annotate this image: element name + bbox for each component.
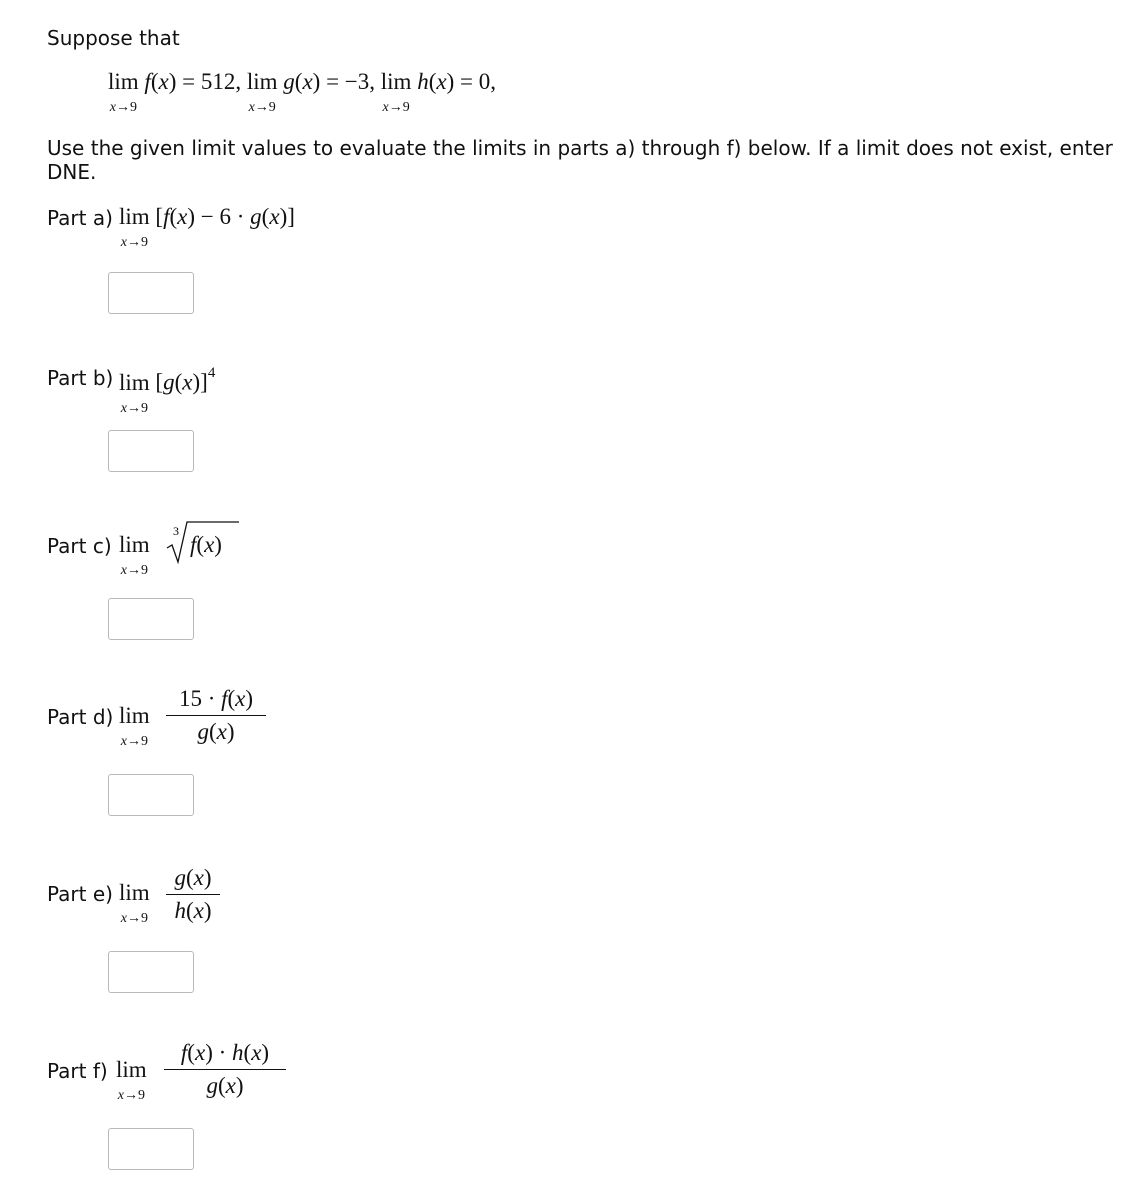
part-d-answer-input[interactable]	[108, 774, 194, 816]
part-d-denominator: g(x)	[197, 719, 235, 744]
given-limits: lim x→9 f(x) = 512, lim x→9 g(x) = −3, lim x→9 h(x) = 0,	[108, 69, 496, 115]
part-e-fraction	[166, 865, 220, 924]
part-e-lim: lim x→9	[119, 880, 150, 926]
instructions: Use the given limit values to evaluate the limits in parts a) through f) below. If a limit does not exist, enter	[47, 136, 1113, 160]
part-c-answer-input[interactable]	[108, 598, 194, 640]
given-g-limit: lim x→9	[246, 69, 278, 115]
part-a-label: Part a)	[47, 206, 113, 230]
cube-root-index: 3	[173, 524, 179, 538]
part-f-fraction	[164, 1040, 286, 1099]
part-d-lim: lim x→9	[119, 703, 150, 749]
given-f-limit: lim x→9	[108, 69, 139, 115]
part-b-answer-input[interactable]	[108, 430, 194, 472]
part-b-label: Part b)	[47, 366, 114, 390]
part-f-numerator: f(x) · h(x)	[180, 1040, 270, 1065]
part-c-lim: lim x→9	[119, 532, 150, 578]
part-f-label: Part f)	[47, 1059, 108, 1083]
part-c-label: Part c)	[47, 534, 112, 558]
instructions-cont: DNE.	[47, 160, 97, 184]
part-e-denominator: h(x)	[174, 898, 212, 923]
part-f-lim: lim x→9	[116, 1057, 147, 1103]
intro-text: Suppose that	[47, 26, 180, 50]
part-d-numerator: 15 · f(x)	[178, 686, 254, 711]
given-h-limit: lim x→9	[380, 69, 412, 115]
part-b-exponent: 4	[207, 365, 216, 381]
part-a-expression: lim x→9 [f(x) − 6 · g(x)]	[119, 204, 295, 250]
part-c-expression: f(x)	[190, 532, 222, 557]
part-e-numerator: g(x)	[174, 865, 212, 890]
part-f-answer-input[interactable]	[108, 1128, 194, 1170]
part-d-fraction	[166, 686, 266, 745]
part-b-expression: lim x→9 $[g(x)]^4$	[119, 365, 216, 416]
part-d-label: Part d)	[47, 705, 114, 729]
part-e-label: Part e)	[47, 882, 113, 906]
part-e-answer-input[interactable]	[108, 951, 194, 993]
part-a-answer-input[interactable]	[108, 272, 194, 314]
part-f-denominator: g(x)	[206, 1073, 244, 1098]
